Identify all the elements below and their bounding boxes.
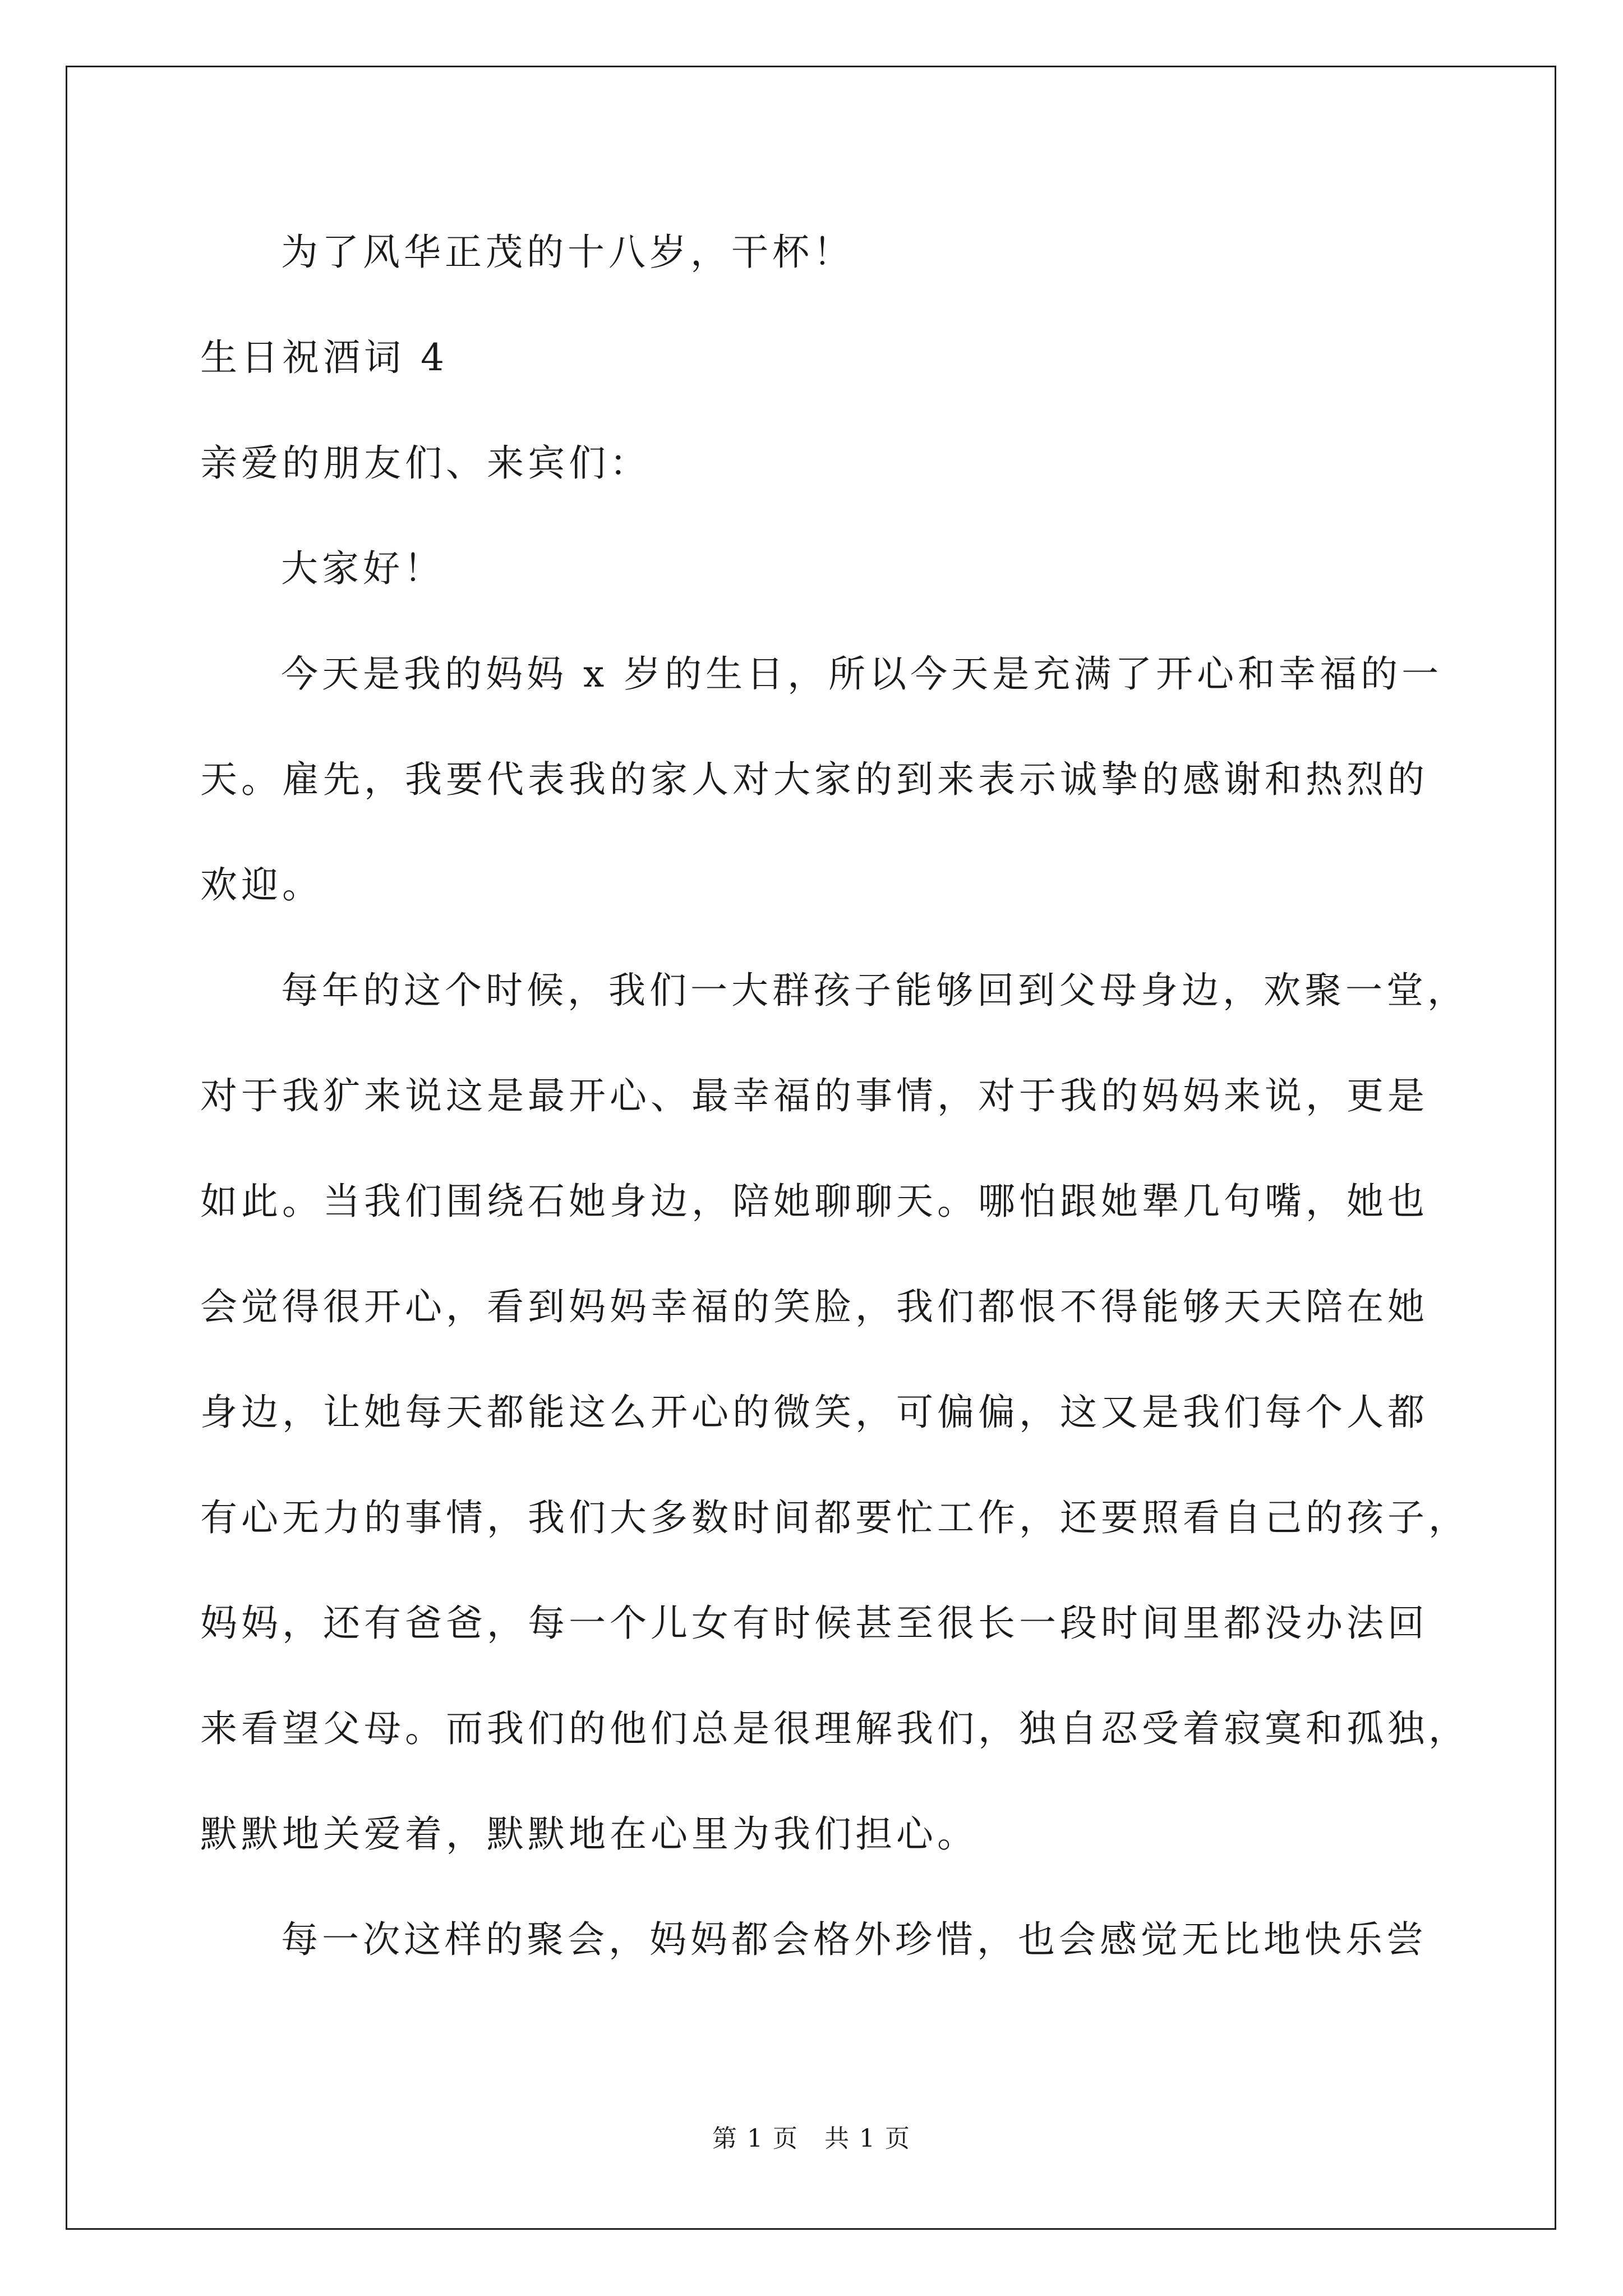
- paragraph-line: 今天是我的妈妈 x 岁的生日，所以今天是充满了开心和幸福的一: [281, 652, 1443, 696]
- paragraph-line: 每一次这样的聚会，妈妈都会格外珍惜，也会感觉无比地快乐尝: [281, 1918, 1427, 1961]
- paragraph-line: 有心无力的事情，我们大多数时间都要忙工作，还要照看自己的孩子，: [200, 1496, 1469, 1539]
- section-heading: 生日祝酒词 4: [200, 336, 448, 379]
- paragraph-line: 会觉得很开心，看到妈妈幸福的笑脸，我们都恨不得能够天天陪在她: [200, 1285, 1428, 1328]
- paragraph-line: 妈妈，还有爸爸，每一个儿女有时候甚至很长一段时间里都没办法回: [200, 1602, 1428, 1645]
- paragraph-line: 对于我犷来说这是最开心、最幸福的事情，对于我的妈妈来说，更是: [200, 1074, 1428, 1117]
- paragraph-line: 每年的这个时候，我们一大群孩子能够回到父母身边，欢聚一堂，: [281, 969, 1468, 1012]
- paragraph-line: 身边，让她每天都能这么开心的微笑，可偏偏，这又是我们每个人都: [200, 1391, 1428, 1434]
- text-line: 为了风华正茂的十八岁，干杯！: [281, 231, 854, 274]
- salutation: 亲爱的朋友们、来宾们：: [200, 441, 651, 485]
- page-border: [66, 66, 1556, 2230]
- paragraph-line: 来看望父母。而我们的他们总是很理解我们，独自忍受着寂寞和孤独，: [200, 1707, 1469, 1750]
- greeting: 大家好！: [281, 547, 445, 590]
- paragraph-line: 天。雇先，我要代表我的家人对大家的到来表示诚挚的感谢和热烈的: [200, 758, 1428, 801]
- paragraph-line: 默默地关爱着，默默地在心里为我们担心。: [200, 1812, 978, 1856]
- paragraph-line: 如此。当我们围绕石她身边，陪她聊聊天。哪怕跟她犟几句嘴，她也: [200, 1180, 1428, 1223]
- paragraph-line: 欢迎。: [200, 863, 323, 907]
- page-number: 第 1 页 共 1 页: [712, 2124, 911, 2153]
